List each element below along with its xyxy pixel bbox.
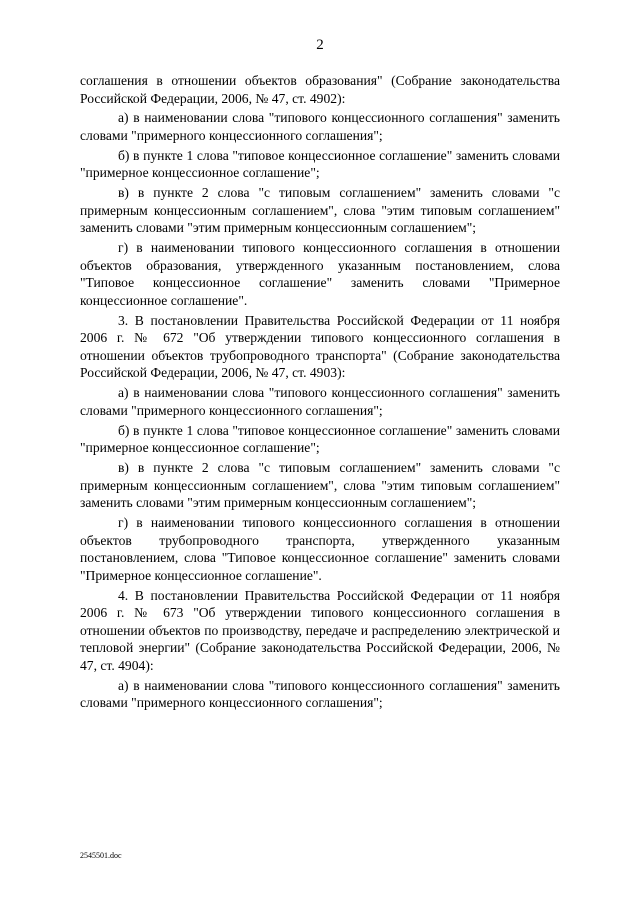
document-body — [80, 72, 560, 714]
paragraph-2b: б) в пункте 1 слова "типовое концессионное соглашение" заменить словами "примерное концессионное соглашение"; — [80, 147, 560, 181]
paragraph-4a: а) в наименовании слова "типового концессионного соглашения" заменить словами "примерного концессионного соглашения"; — [80, 677, 560, 711]
paragraph-2v: в) в пункте 2 слова "с типовым соглашением" заменить словами "с примерным концессионным соглашением", слова "этим типовым соглашением" заменить словами "этим примерным концессионным соглашением"; — [80, 185, 560, 236]
paragraph-2g: г) в наименовании типового концессионного соглашения в отношении объектов образования, утвержденного указанным постановлением, слова "Типовое концессионное соглашение" заменить словами "Примерное концессионное соглашение". — [80, 240, 560, 308]
paragraph-3b: б) в пункте 1 слова "типовое концессионное соглашение" заменить словами "примерное концессионное соглашение"; — [80, 422, 560, 456]
paragraph-item-3: 3. В постановлении Правительства Российской Федерации от 11 ноября 2006 г. № 672 "Об утверждении типового концессионного соглашения в отношении объектов трубопроводного транспорта" (Собрание законодательства Российской Федерации, 2006, № 47, ст. 4903): — [80, 312, 560, 381]
page-number: 2 — [316, 37, 324, 53]
paragraph-3g: г) в наименовании типового концессионного соглашения в отношении объектов трубопроводного транспорта, утвержденного указанным постановлением, слова "Типовое концессионное соглашение" заменить словами "Примерное концессионное соглашение". — [80, 514, 560, 583]
paragraph-3a: а) в наименовании слова "типового концессионного соглашения" заменить словами "примерного концессионного соглашения"; — [80, 385, 560, 418]
paragraph-3v: в) в пункте 2 слова "с типовым соглашением" заменить словами "с примерным концессионным соглашением", слова "этим типовым соглашением" заменить словами "этим примерным концессионным соглашением"; — [80, 459, 560, 511]
document-filename-footer: 2545501.doc — [80, 851, 122, 860]
paragraph-continuation: соглашения в отношении объектов образования" (Собрание законодательства Российской Федерации, 2006, № 47, ст. 4902): — [80, 73, 560, 106]
paragraph-item-4: 4. В постановлении Правительства Российской Федерации от 11 ноября 2006 г. № 673 "Об утверждении типового концессионного соглашения в отношении объектов по производству, передаче и распределению электрической и тепловой энергии" (Собрание законодательства Российской Федерации, 2006, № 47, ст. 4904): — [80, 587, 560, 673]
paragraph-2a: а) в наименовании слова "типового концессионного соглашения" заменить словами "примерного концессионного соглашения"; — [80, 110, 560, 143]
